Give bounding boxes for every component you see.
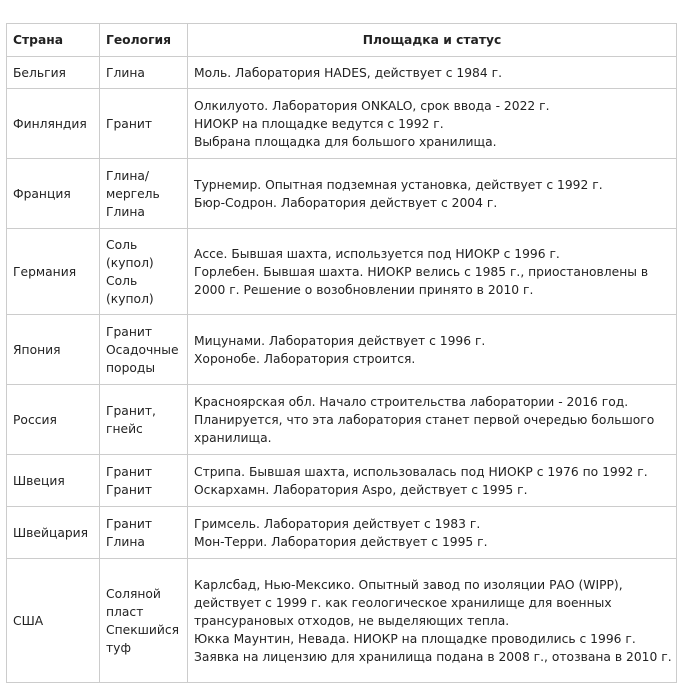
status-line: Оскархамн. Лаборатория Aspo, действует с 1995 г. bbox=[194, 482, 528, 497]
table-row bbox=[7, 507, 677, 559]
geology-line: Гранит bbox=[106, 482, 153, 497]
country-cell: Германия bbox=[7, 229, 100, 315]
status-line: Заявка на лицензию для хранилища подана в 2008 г., отозвана в 2010 г. bbox=[194, 649, 672, 664]
status-line: Ассе. Бывшая шахта, используется под НИОКР с 1996 г. bbox=[194, 246, 560, 261]
geology-cell bbox=[100, 559, 188, 683]
site-status-cell bbox=[188, 159, 677, 229]
table-body bbox=[7, 57, 677, 683]
status-line: Гримсель. Лаборатория действует с 1983 г. bbox=[194, 516, 481, 531]
site-status-cell bbox=[188, 89, 677, 159]
repository-sites-table-container bbox=[6, 23, 677, 683]
table-row bbox=[7, 455, 677, 507]
geology-line: Гранит bbox=[106, 464, 153, 479]
table-row bbox=[7, 315, 677, 385]
geology-line: Гранит bbox=[106, 116, 153, 131]
geology-line: Гранит, bbox=[106, 403, 156, 418]
site-status-cell bbox=[188, 315, 677, 385]
table-row bbox=[7, 229, 677, 315]
status-line: хранилища. bbox=[194, 430, 272, 445]
status-line: Бюр-Содрон. Лаборатория действует с 2004 г. bbox=[194, 195, 498, 210]
table-row bbox=[7, 559, 677, 683]
country-cell: Россия bbox=[7, 385, 100, 455]
site-status-cell bbox=[188, 455, 677, 507]
status-line: Мицунами. Лаборатория действует с 1996 г. bbox=[194, 333, 486, 348]
status-line: Турнемир. Опытная подземная установка, действует с 1992 г. bbox=[194, 177, 603, 192]
country-cell: Франция bbox=[7, 159, 100, 229]
status-line: НИОКР на площадке ведутся с 1992 г. bbox=[194, 116, 444, 131]
site-status-cell bbox=[188, 57, 677, 89]
status-line: Мон-Терри. Лаборатория действует с 1995 г. bbox=[194, 534, 488, 549]
country-cell: Бельгия bbox=[7, 57, 100, 89]
geology-line: Соль bbox=[106, 273, 138, 288]
table-row bbox=[7, 89, 677, 159]
geology-line: породы bbox=[106, 360, 156, 375]
site-status-cell bbox=[188, 507, 677, 559]
status-line: Юкка Маунтин, Невада. НИОКР на площадке проводились с 1996 г. bbox=[194, 631, 636, 646]
header-country: Страна bbox=[7, 24, 100, 57]
geology-cell bbox=[100, 89, 188, 159]
status-line: Горлебен. Бывшая шахта. НИОКР велись с 1985 г., приостановлены в bbox=[194, 264, 649, 279]
table-row bbox=[7, 57, 677, 89]
geology-line: Гранит bbox=[106, 324, 153, 339]
geology-line: Спекшийся bbox=[106, 622, 180, 637]
header-site-status: Площадка и статус bbox=[188, 24, 677, 57]
geology-line: туф bbox=[106, 640, 131, 655]
status-line: 2000 г. Решение о возобновлении принято в 2010 г. bbox=[194, 282, 534, 297]
status-line: трансурановых отходов, не выделяющих тепла. bbox=[194, 613, 510, 628]
geology-cell bbox=[100, 229, 188, 315]
table-row bbox=[7, 385, 677, 455]
header-row bbox=[7, 24, 677, 57]
table-row bbox=[7, 159, 677, 229]
geology-cell bbox=[100, 385, 188, 455]
header-geology: Геология bbox=[100, 24, 188, 57]
country-cell: США bbox=[7, 559, 100, 683]
status-line: Выбрана площадка для большого хранилища. bbox=[194, 134, 497, 149]
geology-line: пласт bbox=[106, 604, 144, 619]
site-status-cell bbox=[188, 229, 677, 315]
geology-cell bbox=[100, 159, 188, 229]
geology-line: (купол) bbox=[106, 255, 154, 270]
status-line: Карлсбад, Нью-Мексико. Опытный завод по изоляции РАО (WIPP), bbox=[194, 577, 623, 592]
status-line: Олкилуото. Лаборатория ONKALO, срок ввода - 2022 г. bbox=[194, 98, 550, 113]
site-status-cell bbox=[188, 559, 677, 683]
geology-cell bbox=[100, 455, 188, 507]
country-cell: Швеция bbox=[7, 455, 100, 507]
geology-line: Гранит bbox=[106, 516, 153, 531]
country-cell: Финляндия bbox=[7, 89, 100, 159]
geology-line: мергель bbox=[106, 186, 160, 201]
geology-cell bbox=[100, 507, 188, 559]
status-line: Стрипа. Бывшая шахта, использовалась под НИОКР с 1976 по 1992 г. bbox=[194, 464, 648, 479]
geology-cell bbox=[100, 315, 188, 385]
country-cell: Япония bbox=[7, 315, 100, 385]
repository-sites-table bbox=[6, 23, 677, 683]
status-line: Красноярская обл. Начало строительства лаборатории - 2016 год. bbox=[194, 394, 629, 409]
geology-line: Глина bbox=[106, 534, 145, 549]
geology-line: Осадочные bbox=[106, 342, 179, 357]
status-line: действует с 1999 г. как геологическое хранилище для военных bbox=[194, 595, 612, 610]
status-line: Хоронобе. Лаборатория строится. bbox=[194, 351, 416, 366]
status-line: Моль. Лаборатория HADES, действует с 1984 г. bbox=[194, 65, 502, 80]
geology-line: Глина bbox=[106, 204, 145, 219]
geology-line: (купол) bbox=[106, 291, 154, 306]
site-status-cell bbox=[188, 385, 677, 455]
geology-line: Соляной bbox=[106, 586, 161, 601]
status-line: Планируется, что эта лаборатория станет первой очередью большого bbox=[194, 412, 655, 427]
geology-line: гнейс bbox=[106, 421, 143, 436]
geology-line: Соль bbox=[106, 237, 138, 252]
geology-line: Глина/ bbox=[106, 168, 150, 183]
country-cell: Швейцария bbox=[7, 507, 100, 559]
geology-cell bbox=[100, 57, 188, 89]
geology-line: Глина bbox=[106, 65, 145, 80]
